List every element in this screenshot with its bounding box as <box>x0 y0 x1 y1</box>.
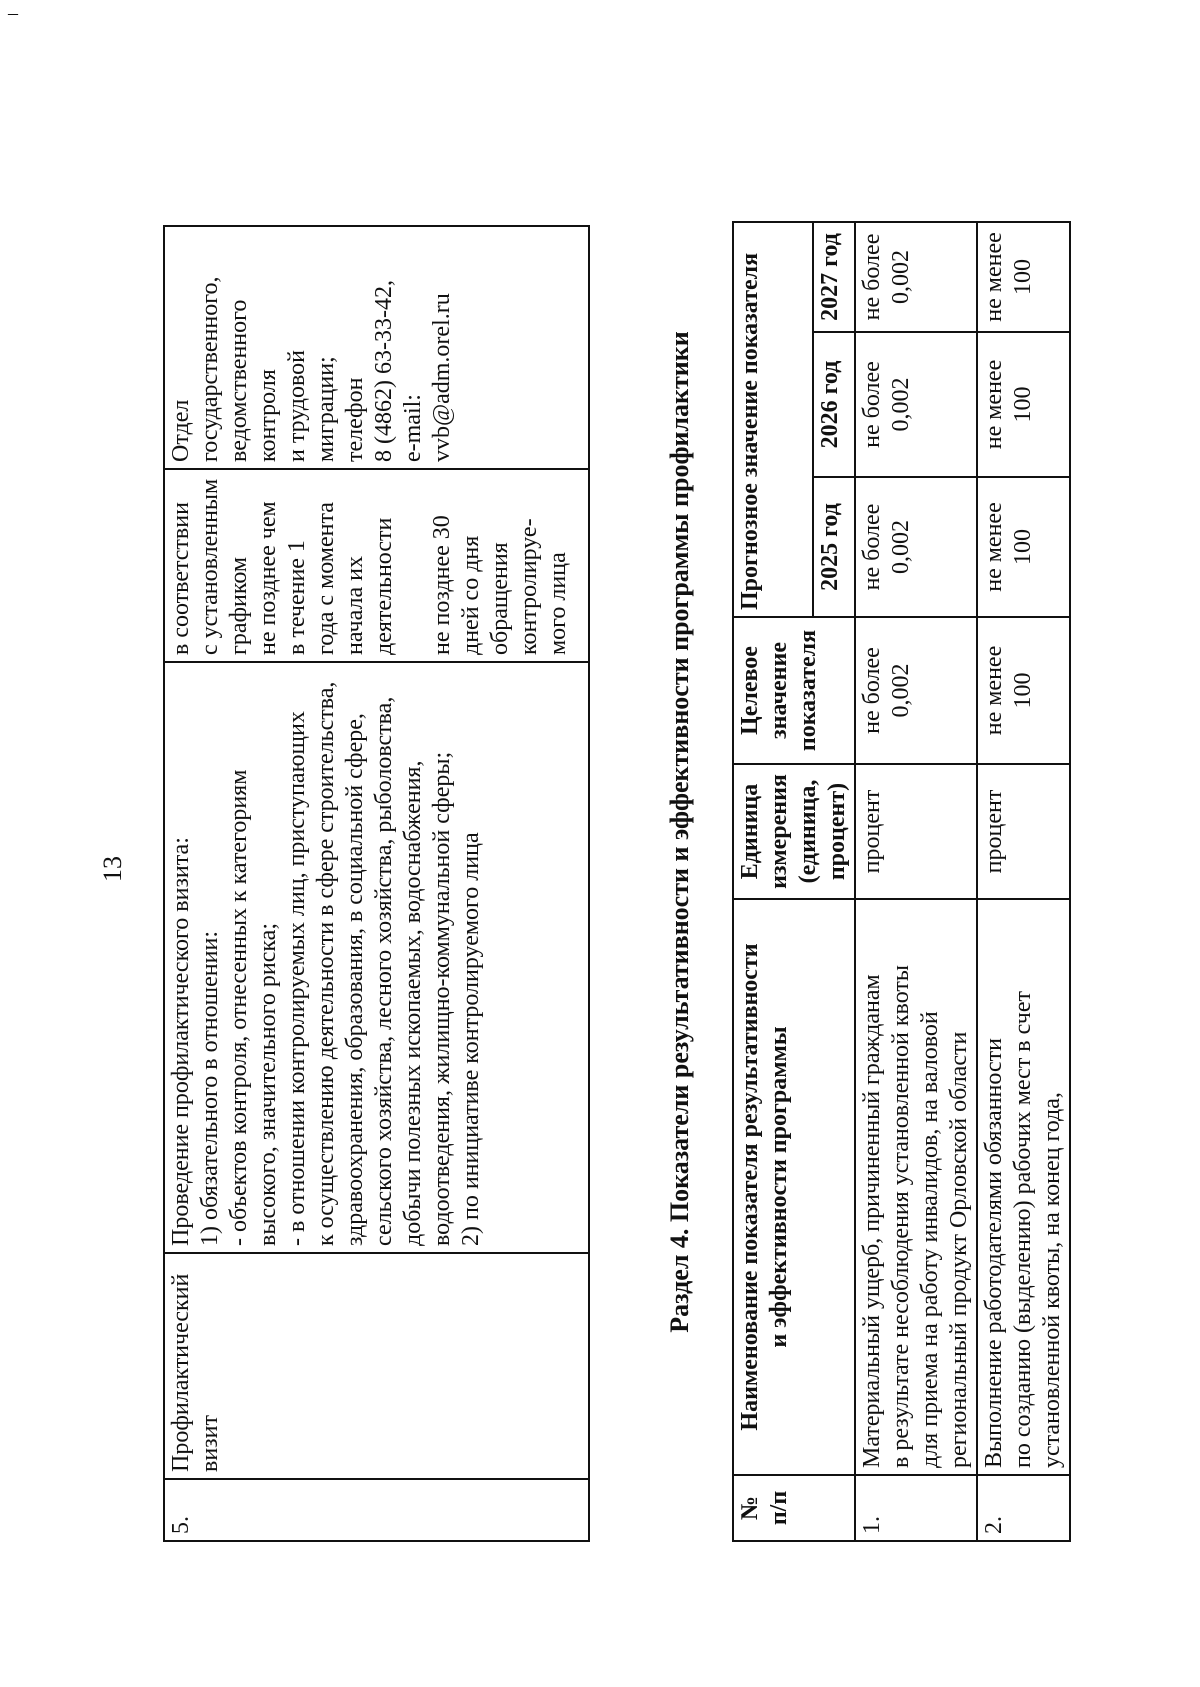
indicator-value-2026: не менее 100 <box>977 332 1070 477</box>
activity-content: Проведение профилактического визита: 1) обязательного в отношении: - объектов контроля, отнесенных к категориям высокого, значительного риска; - в отношении контролируемых лиц, приступающих к осуществлению деятельности в сфере строительства, здравоохранения, образования, в социальной сфере, сельского хозяйства, лесного хозяйства, рыболовства, добычи полезных ископаемых, водоснабжения, водоотведения, жилищно-коммунальной сферы; 2) по инициативе контролируемого лица <box>164 662 589 1253</box>
page-number: 13 <box>98 856 127 882</box>
rotated-page <box>0 87 1200 1687</box>
table-row <box>855 222 977 1541</box>
header-year-2026: 2026 год <box>813 332 855 477</box>
activity-responsible: Отдел государственного, ведомственного контроля и трудовой миграции; телефон 8 (4862) 63-33-42, e-mail: vvb@adm.orel.ru <box>164 226 589 469</box>
indicator-value-2025: не менее 100 <box>977 477 1070 617</box>
header-indicator-name: Наименование показателя результативности и эффективности программы <box>733 899 855 1475</box>
top-margin-mark: – <box>8 2 18 24</box>
table-header-row <box>733 222 813 1541</box>
section-title: Раздел 4. Показатели результативности и эффективности программы профилактики <box>665 331 694 1333</box>
header-number: № п/п <box>733 1475 855 1541</box>
indicator-value-2025: не более 0,002 <box>855 477 977 617</box>
indicator-target: не менее 100 <box>977 617 1070 764</box>
indicator-value-2027: не более 0,002 <box>855 222 977 332</box>
indicator-value-2026: не более 0,002 <box>855 332 977 477</box>
indicator-value-2027: не менее 100 <box>977 222 1070 332</box>
indicator-number: 2. <box>977 1475 1070 1541</box>
activities-table <box>163 225 590 1542</box>
indicator-name: Выполнение работодателями обязанности по созданию (выделению) рабочих мест в счет установленной квоты, на конец года, <box>977 899 1070 1475</box>
table-row <box>977 222 1070 1541</box>
indicator-unit: процент <box>855 764 977 899</box>
indicators-table <box>732 221 1071 1542</box>
header-year-2027: 2027 год <box>813 222 855 332</box>
activity-type: Профилактический визит <box>164 1253 589 1479</box>
table-row <box>164 226 589 1541</box>
row-number: 5. <box>164 1479 589 1541</box>
indicator-unit: процент <box>977 764 1070 899</box>
header-unit: Единица измерения (единица, процент) <box>733 764 855 899</box>
indicator-number: 1. <box>855 1475 977 1541</box>
indicator-target: не более 0,002 <box>855 617 977 764</box>
indicator-name: Материальный ущерб, причиненный гражданам в результате несоблюдения установленной квоты для приема на работу инвалидов, на валовой региональный продукт Орловской области <box>855 899 977 1475</box>
header-year-2025: 2025 год <box>813 477 855 617</box>
header-forecast: Прогнозное значение показателя <box>733 222 813 617</box>
header-target-value: Целевое значение показателя <box>733 617 855 764</box>
activity-deadline: в соответствии с установленным графиком не позднее чем в течение 1 года с момента начала их деятельности не позднее 30 дней со дня обращения контролируе- мого лица <box>164 469 589 662</box>
